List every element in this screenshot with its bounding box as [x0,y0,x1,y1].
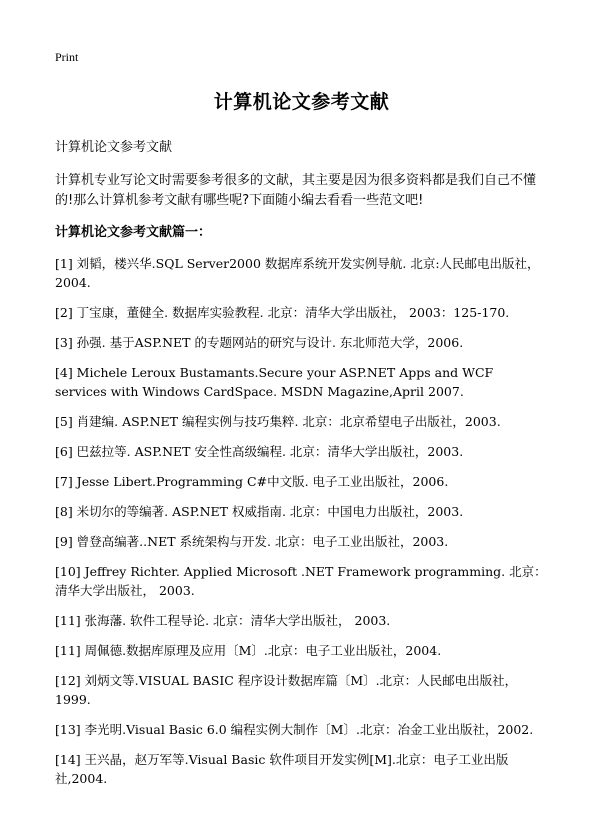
reference-item: [2] 丁宝康，董健全. 数据库实验教程. 北京：清华大学出版社， 2003：125-170. [55,305,510,320]
reference-item: [12] 刘炳文等.VISUAL BASIC 程序设计数据库篇〔M〕.北京：人民邮电出版社，1999. [55,673,518,707]
intro-paragraph: 计算机专业写论文时需要参考很多的文献，其主要是因为很多资料都是我们自己不懂的!那么计算机参考文献有哪些呢?下面随小编去看看一些范文吧! [55,173,537,208]
print-link[interactable]: Print [55,50,79,64]
document-subtitle: 计算机论文参考文献 [55,140,173,155]
reference-item: [4] Michele Leroux Bustamants.Secure your ASP.NET Apps and WCF services with Windows CardSpace. MSDN Magazine,April 2007. [55,365,494,399]
reference-item: [11] 周佩德.数据库原理及应用〔M〕.北京：电子工业出版社，2004. [55,643,442,658]
reference-item: [13] 李光明.Visual Basic 6.0 编程实例大制作〔M〕.北京：冶金工业出版社，2002. [55,722,534,737]
reference-item: [14] 王兴晶，赵万军等.Visual Basic 软件项目开发实例[M].北京：电子工业出版社,2004. [55,752,509,786]
reference-item: [6] 巴兹拉等. ASP.NET 安全性高级编程. 北京：清华大学出版社，2003. [55,444,464,459]
section-heading: 计算机论文参考文献篇一： [55,225,212,240]
reference-item: [8] 米切尔的等编著. ASP.NET 权威指南. 北京：中国电力出版社，2003. [55,504,464,519]
reference-item: [3] 孙强. 基于ASP.NET 的专题网站的研究与设计. 东北师范大学，2006. [55,335,464,350]
reference-item: [5] 肖建编. ASP.NET 编程实例与技巧集粹. 北京：北京希望电子出版社，2003. [55,414,501,429]
reference-list [55,254,548,788]
page-title: 计算机论文参考文献 [213,91,390,113]
reference-item: [9] 曾登高编著..NET 系统架构与开发. 北京：电子工业出版社，2003. [55,534,449,549]
reference-item: [11] 张海藩. 软件工程导论. 北京：清华大学出版社， 2003. [55,613,391,628]
reference-item: [10] Jeffrey Richter. Applied Microsoft .NET Framework programming. 北京：清华大学出版社， 2003. [55,564,547,598]
reference-item: [1] 刘韬，楼兴华.SQL Server2000 数据库系统开发实例导航. 北京:人民邮电出版社，2004. [55,256,540,290]
reference-item: [7] Jesse Libert.Programming C#中文版. 电子工业出版社，2006. [55,474,449,489]
